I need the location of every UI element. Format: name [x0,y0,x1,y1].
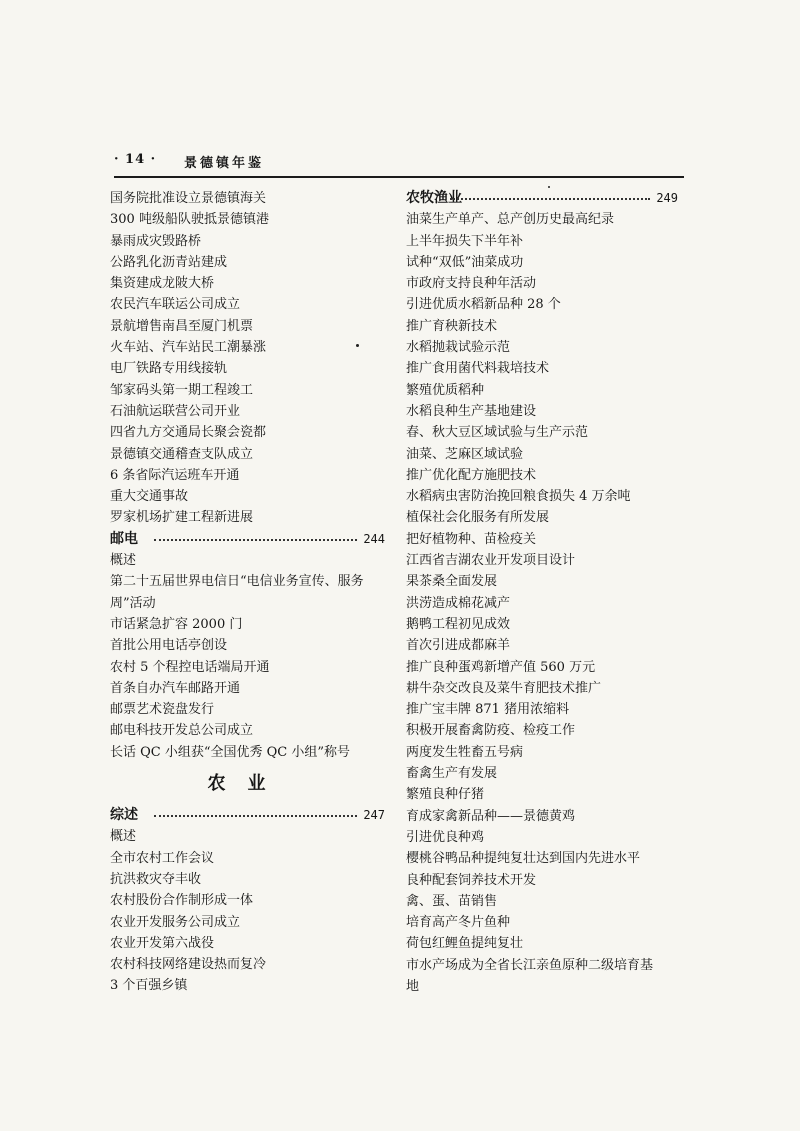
toc-entry: 引进优质水稻新品种 28 个 [406,297,561,313]
toc-entry: 畜禽生产有发展 [406,766,498,782]
toc-entry: 农村科技网络建设热而复冷 [110,957,267,973]
toc-entry: 推广育秧新技术 [406,318,498,334]
section-page: 244 [363,531,385,546]
chapter-heading: 农业 [207,773,288,795]
toc-entry: 市水产场成为全省长江亲鱼原种二级培育基 [406,957,654,973]
dot-leader [154,539,357,541]
toc-section [406,188,678,209]
toc-entry: 首条自办汽车邮路开通 [110,680,241,696]
toc-entry: 春、秋大豆区域试验与生产示范 [406,425,589,441]
toc-entry: 上半年损失下半年补 [406,233,524,249]
section-title: 邮电 [110,530,138,547]
toc-entry: 荷包红鲤鱼提纯复壮 [406,936,524,952]
toc-entry: 水稻良种生产基地建设 [406,403,537,419]
toc-entry: 长话 QC 小组获“全国优秀 QC 小组”称号 [110,744,351,760]
toc-entry: 农民汽车联运公司成立 [110,297,241,313]
toc-entry: 景德镇交通稽查支队成立 [110,446,254,462]
scan-speck [548,186,550,188]
toc-entry: 积极开展畜禽防疫、检疫工作 [406,723,576,739]
toc-entry: 电厂铁路专用线接轨 [110,361,228,377]
toc-entry: 邮电科技开发总公司成立 [110,723,254,739]
toc-entry: 农业开发第六战役 [110,935,215,951]
toc-entry: 第二十五届世界电信日“电信业务宣传、服务 [110,574,364,590]
page-number: · 14 · [114,152,157,167]
toc-entry: 江西省吉湖农业开发项目设计 [406,553,576,569]
toc-right-column [406,188,678,997]
section-title: 综述 [110,807,138,824]
running-header [114,150,684,172]
toc-entry: 植保社会化服务有所发展 [406,510,550,526]
toc-entry: 概述 [110,829,137,845]
toc-entry: 周”活动 [110,595,156,611]
toc-entry: 四省九方交通局长聚会瓷都 [110,425,267,441]
toc-entry: 重大交通事故 [110,489,189,505]
toc-section [110,805,385,826]
toc-entry: 水稻抛栽试验示范 [406,340,511,356]
toc-entry: 国务院批准设立景德镇海关 [110,191,267,206]
toc-entry: 推广优化配方施肥技术 [406,467,537,483]
toc-entry: 繁殖优质稻种 [406,382,485,398]
scan-speck [356,344,359,347]
toc-entry: 首批公用电话亭创设 [110,638,228,654]
toc-entry: 300 吨级船队驶抵景德镇港 [110,212,269,228]
toc-entry: 樱桃谷鸭品种提纯复壮达到国内先进水平 [406,851,641,867]
toc-entry: 集资建成龙陂大桥 [110,276,215,292]
toc-entry: 石油航运联营公司开业 [110,403,241,419]
toc-entry: 首次引进成都麻羊 [406,638,511,654]
toc-entry: 果茶桑全面发展 [406,574,498,590]
toc-entry: 罗家机场扩建工程新进展 [110,510,254,526]
toc-entry: 公路乳化沥青站建成 [110,254,228,270]
section-title: 农牧渔业 [406,190,462,206]
toc-entry: 市政府支持良种年活动 [406,276,537,292]
toc-entry: 育成家禽新品种——景德黄鸡 [406,808,576,824]
toc-entry: 抗洪救灾夺丰收 [110,871,202,887]
toc-entry: 油菜、芝麻区域试验 [406,446,524,462]
toc-entry: 农村 5 个程控电话端局开通 [110,659,270,675]
toc-left-column [110,188,385,997]
toc-entry: 推广食用菌代料栽培技术 [406,361,550,377]
toc-entry: 概述 [110,553,137,569]
toc-entry: 鹅鸭工程初见成效 [406,616,511,632]
toc-entry: 6 条省际汽运班车开通 [110,467,240,483]
toc-entry: 引进优良种鸡 [406,829,485,845]
toc-entry: 禽、蛋、苗销售 [406,893,498,909]
toc-entry: 农村股份合作制形成一体 [110,893,254,909]
yearbook-title: 景德镇年鉴 [184,156,265,171]
toc-entry: 地 [406,978,420,994]
toc-entry: 洪涝造成棉花减产 [406,595,511,611]
toc-entry: 推广宝丰牌 871 猪用浓缩料 [406,702,570,718]
toc-entry: 市话紧急扩容 2000 门 [110,616,243,632]
toc-entry: 3 个百强乡镇 [110,978,188,994]
toc-entry: 农业开发服务公司成立 [110,914,241,930]
toc-section [110,529,385,550]
dot-leader [154,815,357,817]
toc-entry: 耕牛杂交改良及菜牛育肥技术推广 [406,680,602,696]
section-page: 247 [363,808,385,823]
toc-entry: 培育高产冬片鱼种 [406,915,511,931]
toc-entry: 繁殖良种仔猪 [406,787,485,803]
toc-entry: 景航增售南昌至厦门机票 [110,318,254,334]
toc-entry: 两度发生牲畜五号病 [406,744,524,760]
toc-entry: 全市农村工作会议 [110,850,215,866]
toc-entry: 推广良种蛋鸡新增产值 560 万元 [406,659,596,675]
toc-entry: 试种“双低”油菜成功 [406,254,524,270]
toc-entry: 油菜生产单产、总产创历史最高纪录 [406,212,615,228]
toc-entry: 暴雨成灾毁路桥 [110,233,202,249]
toc-entry: 火车站、汽车站民工潮暴涨 [110,340,267,356]
toc-entry: 良种配套饲养技术开发 [406,872,537,888]
section-page: 249 [656,191,678,205]
header-rule [114,176,684,178]
toc-entry: 水稻病虫害防治挽回粮食损失 4 万余吨 [406,489,631,505]
toc-entry: 邹家码头第一期工程竣工 [110,382,254,398]
dot-leader [450,198,650,200]
toc-entry: 把好植物种、苗检疫关 [406,531,537,547]
toc-entry: 邮票艺术瓷盘发行 [110,702,215,718]
